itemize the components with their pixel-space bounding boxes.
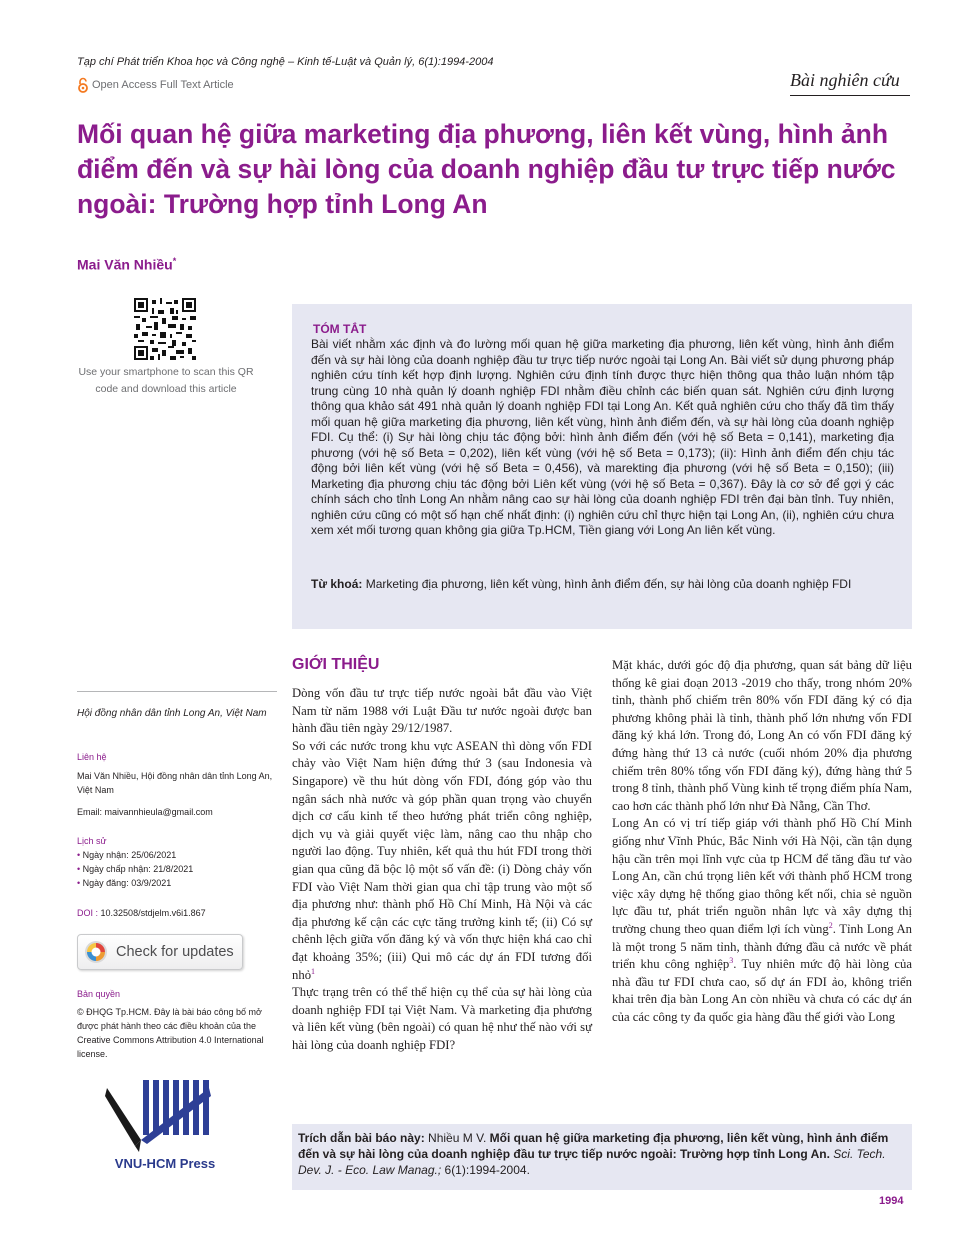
divider (77, 691, 277, 692)
page-title: Mối quan hệ giữa marketing địa phương, liên kết vùng, hình ảnh điểm đến và sự hài lòng của doanh nghiệp đầu tư trực tiếp nước ngoài: Trường hợp tỉnh Long An (77, 119, 896, 219)
doi-label: DOI : (77, 908, 99, 918)
copyright-text: © ĐHQG Tp.HCM. Đây là bài báo công bố mở được phát hành theo các điều khoản của the Creative Commons Attribution 4.0 International license. (77, 1007, 264, 1059)
open-access-icon (77, 77, 89, 93)
date-published: • Ngày đăng: 03/9/2021 (77, 876, 277, 890)
contact-heading: Liên hệ (77, 752, 107, 762)
contact-org: , Hội đồng nhân dân tỉnh Long An, Việt Nam (77, 771, 273, 795)
contact-name: Mai Văn Nhiều (77, 771, 137, 781)
intro-paragraph-text: So với các nước trong khu vực ASEAN thì dòng vốn FDI chảy vào Việt Nam hiện đứng thứ 3 (sau Indonesia và Singapore) về thu hút dòng vốn FDI, đóng góp vào thu ngân sách nhà nước và góp phần quan trọng vào chuyển dịch cơ cấu kinh tế theo hướng phát triển công nghiệp, dịch vụ và giải quyết việc làm, nâng cao thu nhập cho người lao động. Tuy nhiên, kết quả thu hút FDI trong thời gian qua cũng đã bộc lộ một số vấn đề: (i) Dòng chảy vốn FDI vào Việt Nam thời gian qua chỉ tập trung vào một số địa phương như: thành phố Hồ Chí Minh, Hà Nội và các địa phương kế cận các cực tăng trưởng kinh tế; (ii) Có sự chênh lệch giữa vốn đăng ký và vốn thực hiện khá cao chỉ đạt khoảng 35%; (iii) Qui mô các dự án FDI tương đối nhỏ (292, 738, 592, 982)
intro-paragraph: Thực trạng trên có thể thể hiện cụ thể của sự hài lòng của doanh nghiệp FDI tại Việt Nam. Và marketing địa phương và liên kết vùng (bên ngoài) có quan hệ như thế nào với sự hài lòng của doanh nghiệp FDI? (292, 985, 592, 1052)
copyright-heading: Bản quyền (77, 989, 121, 999)
citation-title: Mối quan hệ giữa marketing địa phương, liên kết vùng, hình ảnh điểm đến và sự hài lòng của doanh nghiệp đầu tư trực tiếp nước ngoài: Trường hợp tỉnh Long An. (298, 1131, 889, 1161)
date-received: • Ngày nhận: 25/06/2021 (77, 848, 277, 862)
doi-line[interactable] (77, 906, 277, 920)
intro-paragraph-text: . Tuy nhiên mức độ hài lòng của nhà đầu tư FDI chưa cao, số dự án FDI ảo, không triển khai trên địa bàn Long An còn nhiều và chưa có các dự án của các công ty đa quốc gia hàng đầu thế giới vào Long (612, 957, 912, 1024)
contact-line (77, 769, 277, 797)
history-block (77, 834, 277, 890)
reference-link[interactable]: 1 (311, 966, 316, 976)
intro-paragraph: Dòng vốn đầu tư trực tiếp nước ngoài bắt đầu vào Việt Nam từ năm 1988 với Luật Đầu tư nước ngoài được ban hành đầu tiên ngày 29/12/1987. (292, 686, 592, 736)
citation-authors: Nhiều M V. (428, 1131, 487, 1145)
doi-link[interactable]: 10.32508/stdjelm.v6i1.867 (100, 908, 206, 918)
citation-journal: Sci. Tech. Dev. J. - Eco. Law Manag.; (298, 1147, 886, 1177)
check-updates-label: Check for updates (116, 944, 234, 960)
intro-paragraph (612, 815, 912, 1026)
intro-column-right (612, 657, 912, 1026)
abstract-heading: TÓM TẮT (313, 322, 367, 336)
keywords-text: Marketing địa phương, liên kết vùng, hình ảnh điểm đến, sự hài lòng của doanh nghiệp FDI (365, 577, 852, 591)
open-access-label (77, 77, 234, 93)
keywords (311, 577, 894, 593)
author-name[interactable]: Mai Văn Nhiều (77, 256, 173, 273)
qr-code-icon[interactable] (134, 298, 196, 360)
open-access-text: Open Access Full Text Article (92, 79, 234, 91)
author-mark: * (172, 256, 177, 266)
qr-caption: Use your smartphone to scan this QR code and download this article (78, 366, 254, 395)
intro-paragraph-text: . Tỉnh Long An là một trong 5 năm tỉnh, thành đứng đầu cả nước về phát triển khu công nghiệp (612, 921, 912, 972)
copyright-block (77, 987, 277, 1061)
abstract-body: Bài viết nhằm xác định và đo lường mối quan hệ giữa marketing địa phương, liên kết vùng, hình ảnh điểm đến và sự hài lòng của doanh nghiệp đầu tư trực tiếp nước ngoài tại Long An. Bài viết sử dụng phương pháp nghiên cứu tính kết hợp định lượng. Nghiên cứu định tính được thực hiện thông qua thảo luận nhóm tập trung cùng 10 nhà quản lý doanh nghiệp FDI nhằm điều chỉnh các biến quan sát. Nghiên cứu định lượng thông qua khảo sát 491 nhà quản lý doanh nghiệp FDI tại Long An. Kết quả nghiên cứu cho thấy đã tìm thấy mối quan hệ giữa marketing địa phương, liên kết vùng, hình ảnh điểm đến, và sự hài lòng của doanh nghiệp FDI. Cụ thể: (i) Sự hài lòng chịu tác động bởi: hình ảnh điểm đến (với hệ số Beta = 0,141), marketing địa phương (với hệ số Beta = 0,202), liên kết vùng (với hệ số Beta = 0,173); (ii): Hình ảnh điểm đến chịu tác động bởi liên kết vùng (với hệ số Beta = 0,456), và marekting địa phương (với hệ số Beta = 0,150); (iii) Marketing địa phương chịu tác động bởi Liên kết vùng (với hệ số Beta = 0,367). Đây là cơ sở để gợi ý các chính sách cho tỉnh Long An nhằm nâng cao sự hài lòng của doanh nghiệp FDI trên đại bàn tỉnh. Tuy nhiên, nghiên cứu cũng có một số hạn chế nhất định: (i) nghiên cứu chỉ thực hiện tại Long An, (ii), nghiên cứu chưa xem xét mối tương quan không gia giữa Tp.HCM, Tiền giang với Long An liên kết vùng. (311, 337, 894, 537)
intro-paragraph-text: Long An có vị trí tiếp giáp với thành phố Hồ Chí Minh giống như Vĩnh Phúc, Bắc Ninh với Hà Nội, cần tận dụng hậu cần trên mọi lĩnh vực của tp HCM để tăng đầu tư vào Long An, cần chú trọng liên kết với thành phố HCM trong việc xây dựng hệ thống giao thông kết nối, chia sẻ nguồn lực đầu tư, phát triển nguồn nhân lực và xây dựng thị trường chung theo quan điểm lợi ích vùng (612, 816, 912, 936)
author[interactable] (77, 256, 176, 273)
intro-column-left (292, 685, 592, 1054)
journal-citation: Tạp chí Phát triển Khoa học và Công nghệ – Kinh tế-Luật và Quản lý, 6(1):1994-2004 (77, 56, 494, 68)
keywords-label: Từ khoá: (311, 577, 363, 591)
press-name: VNU-HCM Press (114, 1156, 216, 1171)
reference-link[interactable]: 3 (729, 955, 734, 965)
section-heading: GIỚI THIỆU (292, 656, 380, 673)
citation-label: Trích dẫn bài báo này: (298, 1131, 425, 1145)
intro-paragraph (292, 738, 592, 984)
divider (790, 95, 910, 96)
intro-paragraph: Mặt khác, dưới góc độ địa phương, quan sát bảng dữ liệu thống kê giai đoạn 2013 -2019 cho thấy, trong nhóm 20% tỉnh, thành phố chiếm trên 80% vốn FDI đăng ký có địa phương không phải là tỉnh, thành phố lớn nhưng vốn FDI đăng ký khá lớn. Trong đó, Long An có vốn FDI đăng ký đứng hàng thứ 13 cả nước (cuối nhóm 20% địa phương chiếm trên 80% tổng vốn FDI đăng ký), đứng hàng thứ 5 trong 8 tỉnh, thành phố Vùng kinh tế trọng điểm phía Nam, cao hơn các thành phố lớn như Đà Nẵng, Cần Thơ. (612, 658, 912, 813)
reference-link[interactable]: 2 (828, 920, 833, 930)
article-type: Bài nghiên cứu (790, 70, 900, 90)
history-list (77, 848, 277, 890)
citation (298, 1130, 908, 1178)
check-updates-icon (84, 940, 108, 964)
contact-email[interactable]: Email: maivannhieula@gmail.com (77, 807, 213, 817)
history-heading: Lịch sử (77, 836, 107, 846)
vnu-hcm-press-logo (105, 1080, 225, 1155)
date-accepted: • Ngày chấp nhận: 21/8/2021 (77, 862, 277, 876)
citation-pages: 6(1):1994-2004. (444, 1163, 530, 1177)
author-affiliation: Hội đồng nhân dân tỉnh Long An, Việt Nam (77, 708, 267, 719)
contact-block (77, 750, 277, 819)
page-number: 1994 (879, 1195, 904, 1207)
check-for-updates-button[interactable] (77, 934, 243, 970)
